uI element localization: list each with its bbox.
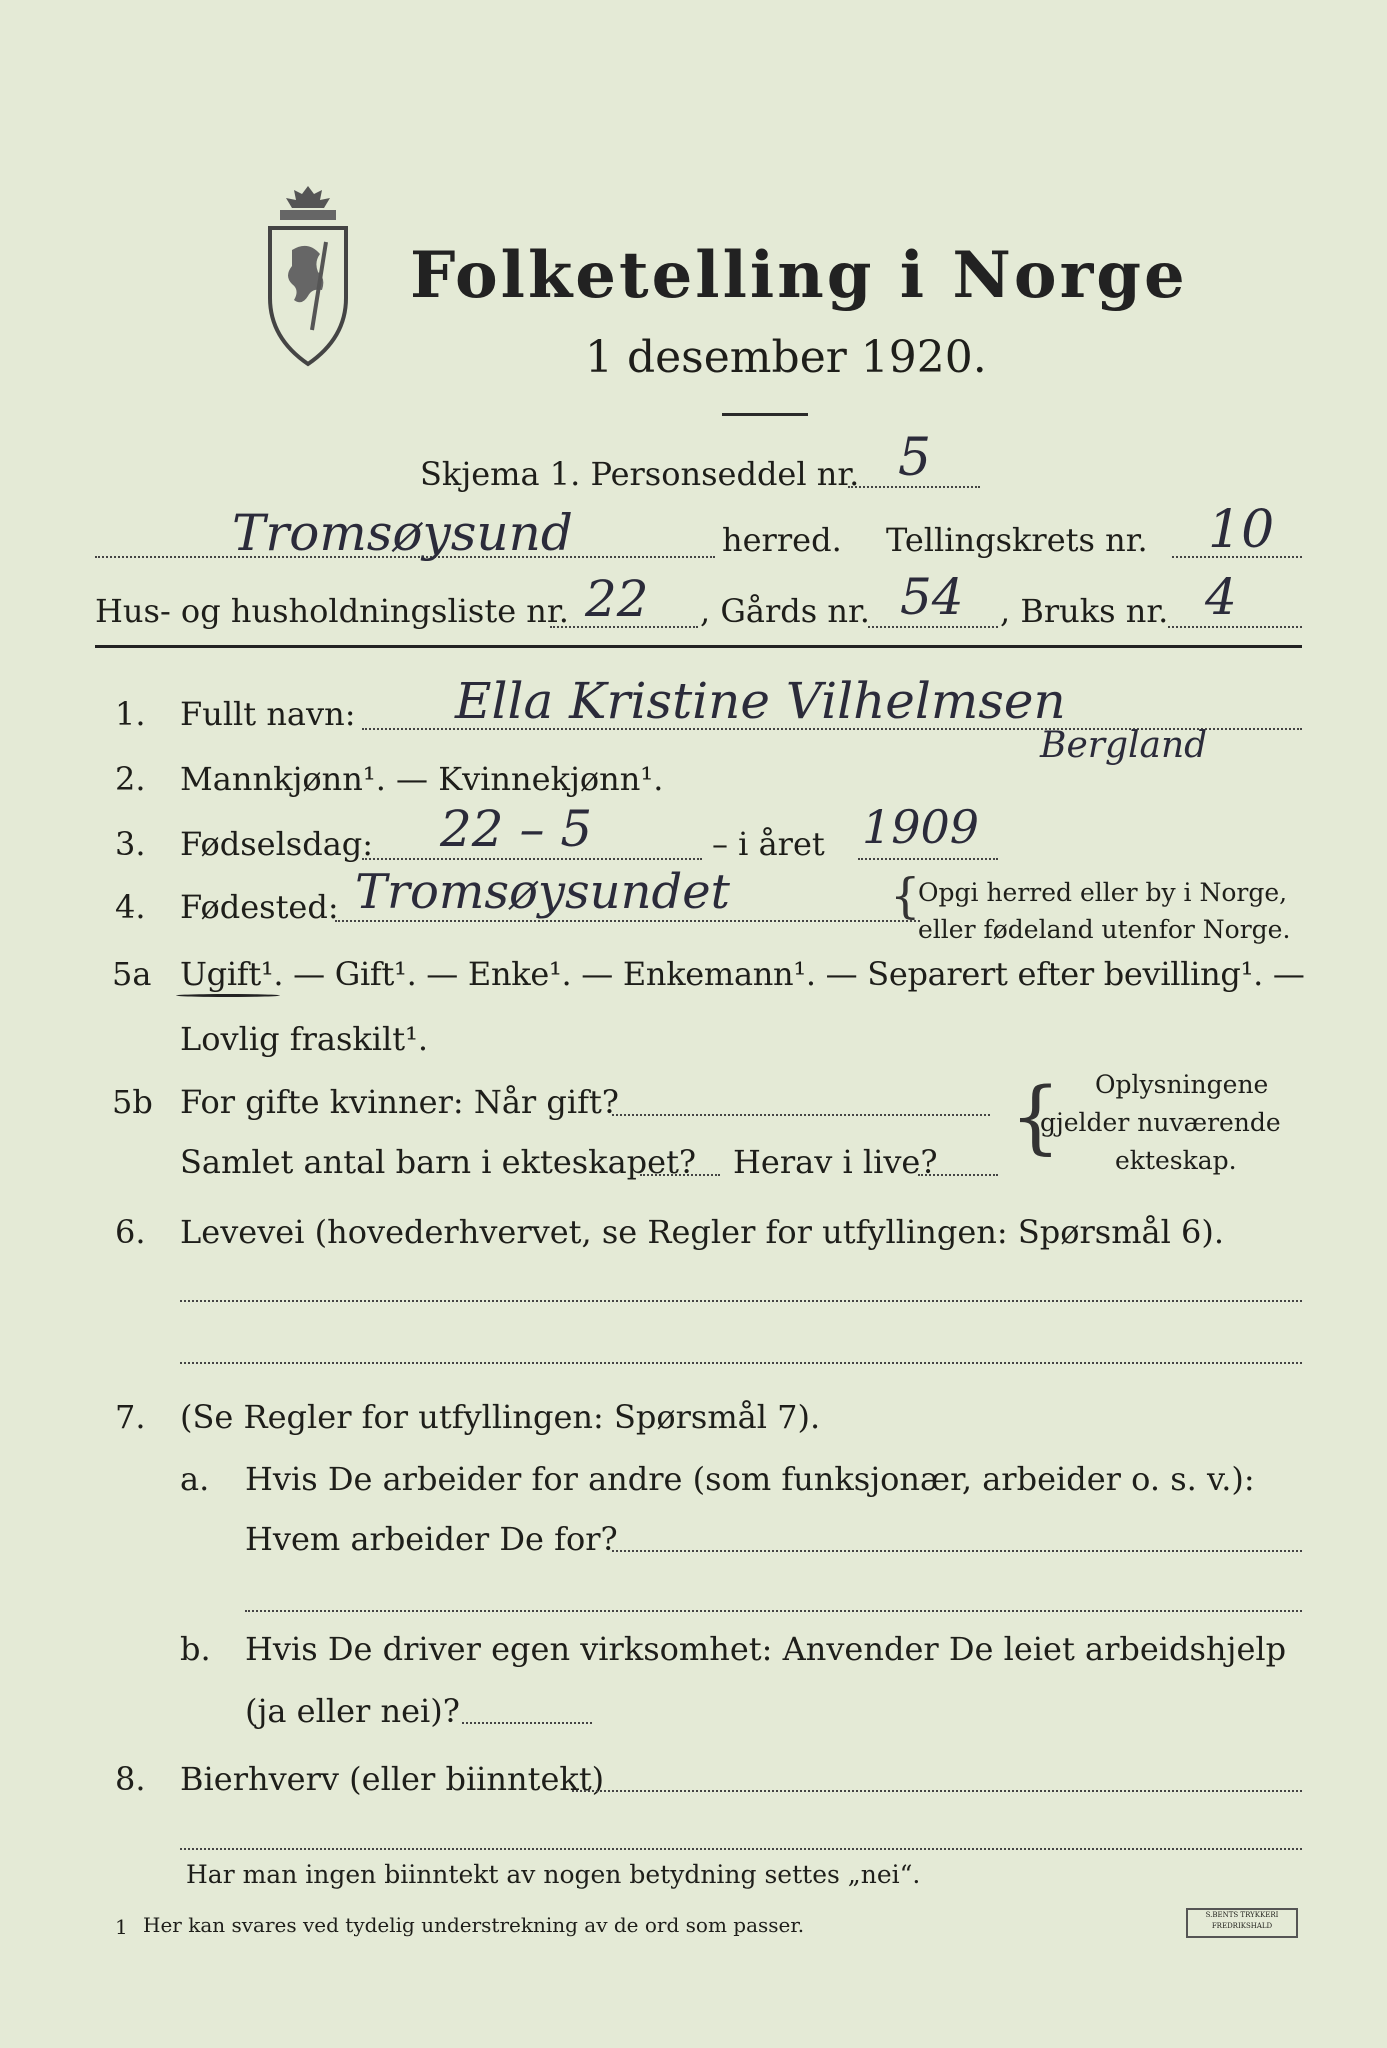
q5b-label: For gifte kvinner: Når gift?: [180, 1083, 619, 1121]
form-date: 1 desember 1920.: [585, 332, 987, 383]
herred-label: herred.: [722, 521, 842, 559]
q4-line: [335, 920, 920, 922]
footnote-mark: 1: [115, 1915, 128, 1939]
schema-number-value[interactable]: 5: [898, 428, 932, 488]
q3-value[interactable]: 22 – 5: [440, 800, 593, 858]
q5b-note-line3: ekteskap.: [1115, 1146, 1237, 1175]
footer-note: Har man ingen biinntekt av nogen betydning settes „nei“.: [186, 1860, 921, 1889]
q8-number: 8.: [115, 1760, 146, 1798]
title-rule: [722, 413, 808, 416]
hus-value[interactable]: 22: [585, 570, 649, 628]
q7b-yesno-line: [462, 1722, 592, 1724]
tellingskrets-value[interactable]: 10: [1208, 500, 1275, 560]
hus-label: Hus- og husholdningsliste nr.: [95, 592, 569, 630]
q7-number: 7.: [115, 1398, 146, 1436]
q5a-ugift-underline: [176, 994, 280, 997]
q1-value[interactable]: Ella Kristine Vilhelmsen: [455, 672, 1066, 730]
q5b-alive-label: Herav i live?: [733, 1143, 938, 1181]
q5b-married-line: [612, 1114, 990, 1116]
footnote-text: Her kan svares ved tydelig understrekning av de ord som passer.: [143, 1913, 805, 1937]
schema-label: Skjema 1. Personseddel nr.: [420, 455, 860, 493]
q7a-extra-line: [245, 1610, 1302, 1612]
q3-label: Fødselsdag:: [180, 825, 374, 863]
bruks-line: [1168, 626, 1302, 628]
q5a-label-line2: Lovlig fraskilt¹.: [180, 1020, 429, 1058]
q5b-note-line1: Oplysningene: [1095, 1070, 1269, 1099]
q4-note-line2: eller fødeland utenfor Norge.: [918, 915, 1291, 944]
q5b-alive-line: [918, 1174, 998, 1176]
q6-line1: [180, 1300, 1302, 1302]
q6-line2: [180, 1362, 1302, 1364]
q6-label: Levevei (hovederhvervet, se Regler for utfyllingen: Spørsmål 6).: [180, 1213, 1225, 1251]
bruks-value[interactable]: 4: [1205, 568, 1237, 626]
q7b-label: Hvis De driver egen virksomhet: Anvender De leiet arbeidshjelp: [245, 1630, 1287, 1668]
gards-line: [868, 626, 998, 628]
q4-note-line1: Opgi herred eller by i Norge,: [918, 878, 1288, 907]
q7a-label: Hvis De arbeider for andre (som funksjonær, arbeider o. s. v.):: [245, 1460, 1255, 1498]
q1-value-surname[interactable]: Bergland: [1040, 725, 1208, 766]
q4-number: 4.: [115, 888, 146, 926]
q7a-who-line: [612, 1550, 1302, 1552]
q7a-who-label: Hvem arbeider De for?: [245, 1520, 618, 1558]
q3-year-label: – i året: [712, 825, 825, 863]
q1-number: 1.: [115, 695, 146, 733]
tellingskrets-label: Tellingskrets nr.: [886, 521, 1148, 559]
header-divider: [95, 645, 1302, 648]
q7-label: (Se Regler for utfyllingen: Spørsmål 7).: [180, 1398, 821, 1436]
q3-number: 3.: [115, 825, 146, 863]
q2-number: 2.: [115, 760, 146, 798]
q3-year-value[interactable]: 1909: [862, 800, 980, 854]
q5b-children-label: Samlet antal barn i ekteskapet?: [180, 1143, 697, 1181]
gards-label: , Gårds nr.: [700, 592, 870, 630]
q4-label: Fødested:: [180, 888, 339, 926]
q8-line: [572, 1790, 1302, 1792]
q7a-letter: a.: [180, 1460, 210, 1498]
norway-coat-of-arms-icon: [262, 180, 354, 370]
q5a-label: Ugift¹. — Gift¹. — Enke¹. — Enkemann¹. — Separert efter bevilling¹. —: [180, 955, 1305, 993]
q8-label: Bierhverv (eller biinntekt): [180, 1760, 605, 1798]
footer-dotted-line: [180, 1848, 1302, 1850]
herred-value[interactable]: Tromsøysund: [232, 504, 573, 562]
q3-year-line: [858, 858, 998, 860]
q6-number: 6.: [115, 1213, 146, 1251]
q5b-children-line: [640, 1174, 720, 1176]
q5b-number: 5b: [112, 1083, 153, 1121]
q4-brace: {: [890, 868, 921, 924]
q5b-note-line2: gjelder nuværende: [1040, 1108, 1281, 1137]
bruks-label: , Bruks nr.: [1000, 592, 1169, 630]
q7b-yesno-label: (ja eller nei)?: [245, 1692, 460, 1730]
printer-stamp: S.BENTS TRYKKERI FREDRIKSHALD: [1186, 1908, 1298, 1938]
form-title: Folketelling i Norge: [410, 238, 1188, 313]
q1-label: Fullt navn:: [180, 695, 356, 733]
q3-line: [362, 858, 702, 860]
q7b-letter: b.: [180, 1630, 211, 1668]
gards-value[interactable]: 54: [900, 568, 964, 626]
q5b-brace: {: [1010, 1070, 1061, 1163]
q2-label: Mannkjønn¹. — Kvinnekjønn¹.: [180, 760, 664, 798]
q5a-number: 5a: [112, 955, 152, 993]
q4-value[interactable]: Tromsøysundet: [355, 864, 730, 920]
